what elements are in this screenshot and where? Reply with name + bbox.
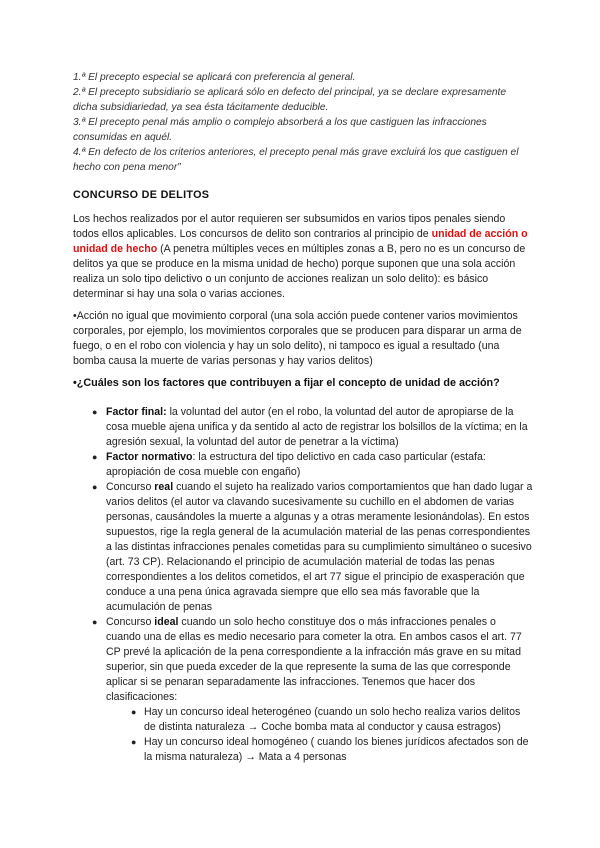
bullet-icon: ●: [92, 452, 98, 462]
rule-4: 4.ª En defecto de los criterios anteriores, el precepto penal más grave excluirá los que castiguen el hecho con pena menor”: [73, 147, 519, 173]
list-item-concurso-ideal: [93, 615, 533, 765]
rule-3: 3.ª El precepto penal más amplio o complejo absorberá a los que castiguen las infracciones consumidas en aquél.: [73, 117, 487, 143]
list-item-concurso-real: [93, 480, 533, 615]
subitem-text: Hay un concurso ideal heterogéneo (cuando un solo hecho realiza varios delitos de distinta naturaleza → Coche bomba mata al conductor y causa estragos): [144, 706, 521, 733]
document-page: [73, 70, 533, 765]
bullet-icon: ●: [92, 617, 98, 627]
highlight-unidad-accion: unidad de acción o unidad de hecho: [73, 228, 528, 255]
sublist-item-homogeneo: [132, 735, 533, 765]
bullet-icon: ●: [131, 707, 137, 717]
section-title: CONCURSO DE DELITOS: [73, 189, 210, 201]
item-bold: ideal: [154, 616, 179, 628]
list-item-factor-normativo: [93, 450, 533, 480]
item-pre: Concurso: [106, 616, 155, 628]
factor-list: [73, 405, 533, 765]
paragraph-accion: •Acción no igual que movimiento corporal (una sola acción puede contener varios movimientos corporales, por ejemplo, los movimientos corporales que se producen para disparar un arma de fuego, o en el robo con violencia y hay un solo delito), ni tampoco es igual a resultado (una bomba causa la muerte de varias personas y hay varios delitos): [73, 310, 522, 367]
item-bold: real: [154, 481, 174, 493]
rule-1: 1.ª El precepto especial se aplicará con preferencia al general.: [73, 72, 356, 83]
rules-list: [73, 70, 533, 175]
paragraph-concurso: [73, 212, 533, 302]
bullet-icon: ●: [92, 407, 98, 417]
ideal-sublist: [106, 705, 533, 765]
subitem-text: Hay un concurso ideal homogéneo ( cuando los bienes jurídicos afectados son de la misma naturaleza) → Mata a 4 personas: [144, 736, 529, 763]
paragraph-concurso-before: Los hechos realizados por el autor requieren ser subsumidos en varios tipos penales siendo todos ellos aplicables. Los concursos de delito son contrarios al principio de: [73, 213, 506, 240]
item-text: cuando un solo hecho constituye dos o más infracciones penales o cuando una de ellas es medio necesario para cometer la otra. En ambos casos el art. 77 CP prevé la aplicación de la pena correspondiente a la infracción más grave en su mitad superior, sin que pueda exceder de la que represente la suma de las que corresponde aplicar si se penaran separadamente las infracciones. Tenemos que hacer dos clasificaciones:: [106, 616, 522, 703]
item-text: cuando el sujeto ha realizado varios comportamientos que han dado lugar a varios delitos (el autor va clavando sucesivamente su cuchillo en el abdomen de varias personas, causándoles la muerte a algunas y a otras meramente lesionándolas). En estos supuestos, rige la regla general de la acumulación material de las penas correspondientes a las distintas infracciones penales cometidas para su cumplimiento simultáneo o sucesivo (art. 73 CP). Relacionando el principio de acumulación material de todas las penas correspondientes a los delitos cometidos, el art 77 sigue el principio de exasperación que conduce a una pena única agravada siempre que ello sea más favorable que la acumulación de penas: [106, 481, 533, 613]
item-text: : la estructura del tipo delictivo en cada caso particular (estafa: apropiación de cosa mueble con engaño): [106, 451, 486, 478]
paragraph-concurso-after: (A penetra múltiples veces en múltiples zonas a B, pero no es un concurso de delitos ya que se produce en la misma unidad de hecho) porque suponen que una sola acción realiza un solo tipo delictivo o un conjunto de acciones realizan un solo delito): es básico determinar si hay una sola o varias acciones.: [73, 243, 526, 300]
question-heading: •¿Cuáles son los factores que contribuyen a fijar el concepto de unidad de acción?: [73, 377, 500, 389]
item-pre: Concurso: [106, 481, 155, 493]
item-bold: Factor normativo: [106, 451, 193, 463]
bullet-icon: ●: [131, 737, 137, 747]
rule-2: 2.ª El precepto subsidiario se aplicará sólo en defecto del principal, ya se declare expresamente dicha subsidiariedad, ya sea ésta tácitamente deducible.: [73, 87, 507, 113]
item-text: la voluntad del autor (en el robo, la voluntad del autor de apropiarse de la cosa mueble ajena unifica y da sentido al acto de registrar los bolsillos de la víctima; en la agresión sexual, la voluntad del autor de penetrar a la víctima): [106, 406, 528, 448]
sublist-item-heterogeneo: [132, 705, 533, 735]
bullet-icon: ●: [92, 482, 98, 492]
list-item-factor-final: [93, 405, 533, 450]
item-bold: Factor final:: [106, 406, 167, 418]
